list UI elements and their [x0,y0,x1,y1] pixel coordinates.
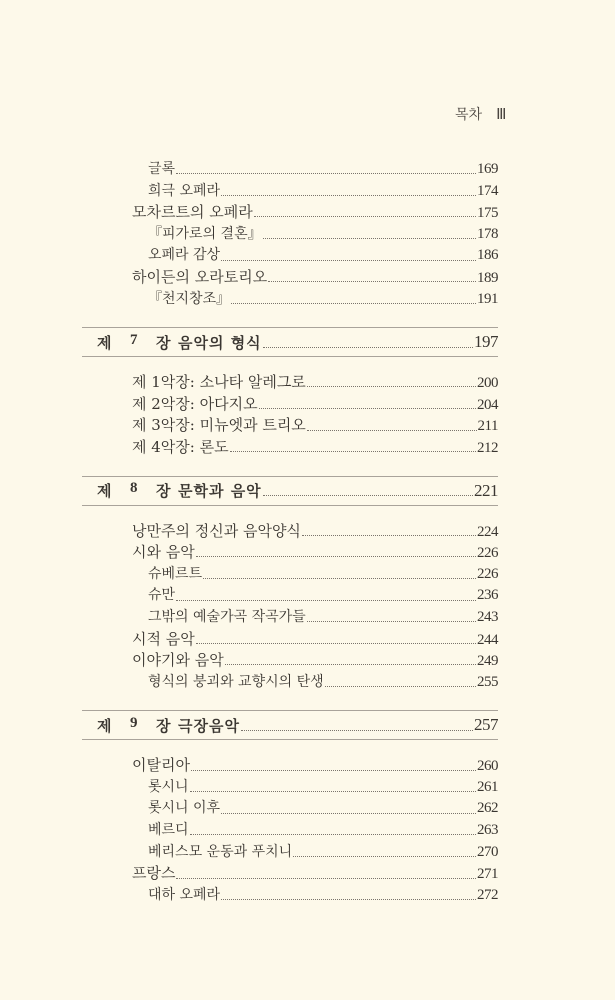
toc-entry-page: 260 [477,758,498,775]
chapter-number: 제 7 장 [97,331,171,352]
toc-entry-label: 대하 오페라 [148,886,221,903]
toc-entry-page: 204 [477,396,498,413]
toc-entry-page: 189 [477,269,498,286]
section-title: 목차 [455,107,483,123]
leader-dots [221,899,476,900]
toc-entry-page: 212 [477,439,498,456]
toc-entry-label: 제 2악장: 아다지오 [132,394,258,413]
leader-dots [176,173,476,174]
table-of-contents [82,158,498,905]
toc-entry[interactable] [82,266,498,288]
chapter-page: 221 [474,480,498,500]
leader-dots [190,791,476,792]
chapter-title: 음악의 형식 [178,333,262,352]
toc-entry[interactable] [82,414,498,436]
toc-entry-label: 베르디 [148,822,189,839]
toc-entry-label: 『천지창조』 [148,290,231,307]
toc-entry-label: 롯시니 [148,778,189,795]
toc-entry[interactable] [82,776,498,798]
page-number: Ⅲ [496,106,508,123]
toc-entry-label: 형식의 붕괴와 교향시의 탄생 [148,673,324,690]
toc-entry-label: 『피가로의 결혼』 [148,225,262,242]
toc-entry-label: 이탈리아 [132,756,190,775]
toc-entry-page: 255 [477,673,498,690]
leader-dots [307,621,476,622]
toc-entry-page: 186 [477,247,498,264]
toc-entry-page: 226 [477,565,498,582]
toc-entry[interactable] [82,520,498,542]
toc-entry-label: 오페라 감상 [148,247,221,264]
toc-entry-label: 제 3악장: 미뉴엣과 트리오 [132,416,306,435]
toc-entry-page: 191 [477,290,498,307]
toc-entry[interactable] [82,628,498,650]
toc-entry[interactable] [82,288,498,310]
leader-dots [259,408,476,409]
toc-entry-page: 174 [477,182,498,199]
leader-dots [307,430,477,431]
toc-entry-page: 175 [477,205,498,222]
chapter-title: 문학과 음악 [178,482,262,501]
running-head [455,104,507,124]
leader-dots [263,495,473,496]
chapter-number: 제 8 장 [97,480,171,501]
toc-entry-label: 그밖의 예술가곡 작곡가들 [148,608,306,625]
leader-dots [230,451,476,452]
toc-entry-label: 슈베르트 [148,565,203,582]
leader-dots [293,856,476,857]
toc-entry[interactable] [82,862,498,884]
toc-entry-page: 178 [477,225,498,242]
chapter-heading-9[interactable] [82,710,498,740]
toc-entry-page: 272 [477,886,498,903]
leader-dots [263,347,473,348]
toc-entry[interactable] [82,754,498,776]
toc-entry-page: 224 [477,523,498,540]
leader-dots [176,878,476,879]
toc-entry[interactable] [82,223,498,245]
toc-entry-page: 261 [477,778,498,795]
toc-entry[interactable] [82,180,498,202]
toc-entry-page: 271 [477,866,498,883]
leader-dots [263,238,476,239]
leader-dots [196,556,476,557]
toc-entry[interactable] [82,393,498,415]
chapter-title: 극장음악 [178,716,240,735]
leader-dots [176,600,476,601]
leader-dots [325,686,476,687]
leader-dots [225,664,476,665]
toc-entry[interactable] [82,201,498,223]
toc-entry[interactable] [82,606,498,628]
chapter-page: 197 [474,332,498,352]
toc-entry[interactable] [82,436,498,458]
chapter-page: 257 [474,715,498,735]
toc-entry-page: 244 [477,631,498,648]
toc-entry[interactable] [82,563,498,585]
toc-entry[interactable] [82,671,498,693]
toc-entry-page: 243 [477,608,498,625]
leader-dots [231,303,476,304]
toc-entry[interactable] [82,819,498,841]
toc-entry-label: 희극 오페라 [148,182,221,199]
toc-entry-label: 모차르트의 오페라 [132,203,253,222]
toc-entry-page: 226 [477,545,498,562]
toc-entry[interactable] [82,371,498,393]
leader-dots [191,770,476,771]
toc-entry-label: 이야기와 음악 [132,651,224,670]
toc-entry[interactable] [82,158,498,180]
toc-entry[interactable] [82,244,498,266]
toc-entry[interactable] [82,841,498,863]
leader-dots [302,535,476,536]
leader-dots [241,730,473,731]
toc-entry-label: 슈만 [148,587,176,604]
toc-entry-page: 263 [477,822,498,839]
leader-dots [203,578,476,579]
chapter-heading-8[interactable] [82,476,498,506]
toc-entry-page: 211 [477,418,498,435]
toc-entry[interactable] [82,797,498,819]
toc-entry-page: 249 [477,653,498,670]
toc-entry-label: 하이든의 오라토리오 [132,267,268,286]
leader-dots [307,386,476,387]
toc-entry-label: 글록 [148,161,176,177]
toc-entry-page: 236 [477,587,498,604]
toc-entry[interactable] [82,884,498,906]
toc-entry-label: 시와 음악 [132,543,195,562]
toc-entry-page: 169 [477,161,498,177]
leader-dots [268,281,476,282]
toc-entry-label: 시적 음악 [132,629,195,648]
toc-entry-page: 200 [477,375,498,392]
leader-dots [221,813,476,814]
leader-dots [254,216,476,217]
toc-entry-label: 제 4악장: 론도 [132,437,229,456]
leader-dots [196,643,476,644]
toc-entry-label: 낭만주의 정신과 음악양식 [132,521,301,540]
toc-entry-label: 베리스모 운동과 푸치니 [148,843,293,860]
leader-dots [221,260,476,261]
chapter-number: 제 9 장 [97,714,171,735]
toc-entry-label: 롯시니 이후 [148,800,221,817]
leader-dots [190,834,476,835]
toc-entry-label: 프랑스 [132,864,176,883]
toc-entry[interactable] [82,649,498,671]
toc-entry[interactable] [82,541,498,563]
toc-entry-page: 270 [477,843,498,860]
toc-entry-page: 262 [477,800,498,817]
chapter-heading-7[interactable] [82,327,498,357]
toc-entry-label: 제 1악장: 소나타 알레그로 [132,373,306,392]
leader-dots [221,195,476,196]
toc-entry[interactable] [82,584,498,606]
